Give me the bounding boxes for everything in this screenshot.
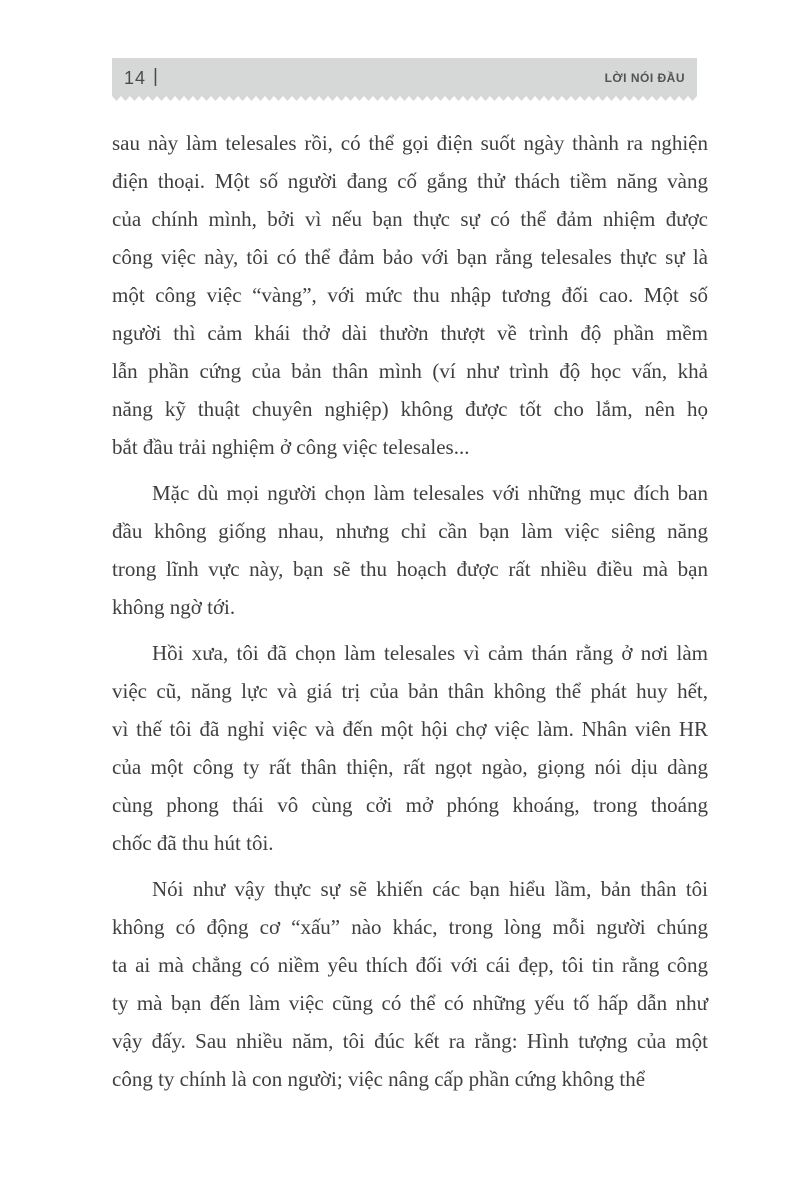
page-number <box>124 67 159 89</box>
text-line: của chính mình, bởi vì nếu bạn thực sự có thể đảm nhiệm được <box>112 207 708 231</box>
body-text <box>112 124 708 1106</box>
text-line: điện thoại. Một số người đang cố gắng thử thách tiềm năng vàng <box>112 169 708 193</box>
paragraph-4 <box>112 870 708 1098</box>
paragraph-1 <box>112 124 708 466</box>
text-line: Nói như vậy thực sự sẽ khiến các bạn hiểu lầm, bản thân tôi <box>152 877 708 901</box>
section-title: LỜI NÓI ĐẦU <box>604 71 685 85</box>
page-header-bar <box>112 58 697 96</box>
text-line: năng kỹ thuật chuyên nghiệp) không được tốt cho lắm, nên họ <box>112 397 708 421</box>
paragraph-3 <box>112 634 708 862</box>
text-line: bắt đầu trải nghiệm ở công việc telesales... <box>112 435 470 459</box>
text-line: ty mà bạn đến làm việc cũng có thể có những yếu tố hấp dẫn như <box>112 991 708 1015</box>
page-number-value: 14 <box>124 67 147 88</box>
text-line: đầu không giống nhau, nhưng chỉ cần bạn làm việc siêng năng <box>112 519 708 543</box>
text-line: chốc đã thu hút tôi. <box>112 831 274 855</box>
text-line: vì thế tôi đã nghỉ việc và đến một hội chợ việc làm. Nhân viên HR <box>112 717 708 741</box>
zigzag-edge <box>112 96 697 101</box>
text-line: vậy đấy. Sau nhiều năm, tôi đúc kết ra rằng: Hình tượng của một <box>112 1029 708 1053</box>
text-line: công việc này, tôi có thể đảm bảo với bạn rằng telesales thực sự là <box>112 245 708 269</box>
text-line: cùng phong thái vô cùng cởi mở phóng khoáng, trong thoáng <box>112 793 708 817</box>
paragraph-2 <box>112 474 708 626</box>
text-line: Hồi xưa, tôi đã chọn làm telesales vì cảm thán rằng ở nơi làm <box>152 641 708 665</box>
text-line: lẫn phần cứng của bản thân mình (ví như trình độ học vấn, khả <box>112 359 708 383</box>
text-line: trong lĩnh vực này, bạn sẽ thu hoạch được rất nhiều điều mà bạn <box>112 557 708 581</box>
text-line: ta ai mà chẳng có niềm yêu thích đối với cái đẹp, tôi tin rằng công <box>112 953 708 977</box>
text-line: Mặc dù mọi người chọn làm telesales với những mục đích ban <box>152 481 708 505</box>
text-line: một công việc “vàng”, với mức thu nhập tương đối cao. Một số <box>112 283 708 307</box>
text-line: người thì cảm khái thở dài thườn thượt về trình độ phần mềm <box>112 321 708 345</box>
text-line: công ty chính là con người; việc nâng cấp phần cứng không thể <box>112 1067 646 1091</box>
text-line: không có động cơ “xấu” nào khác, trong lòng mỗi người chúng <box>112 915 708 939</box>
text-line: việc cũ, năng lực và giá trị của bản thân không thể phát huy hết, <box>112 679 708 703</box>
text-line: không ngờ tới. <box>112 595 236 619</box>
page-number-separator: | <box>153 66 159 87</box>
text-line: của một công ty rất thân thiện, rất ngọt ngào, giọng nói dịu dàng <box>112 755 708 779</box>
text-line: sau này làm telesales rồi, có thể gọi điện suốt ngày thành ra nghiện <box>112 131 708 155</box>
